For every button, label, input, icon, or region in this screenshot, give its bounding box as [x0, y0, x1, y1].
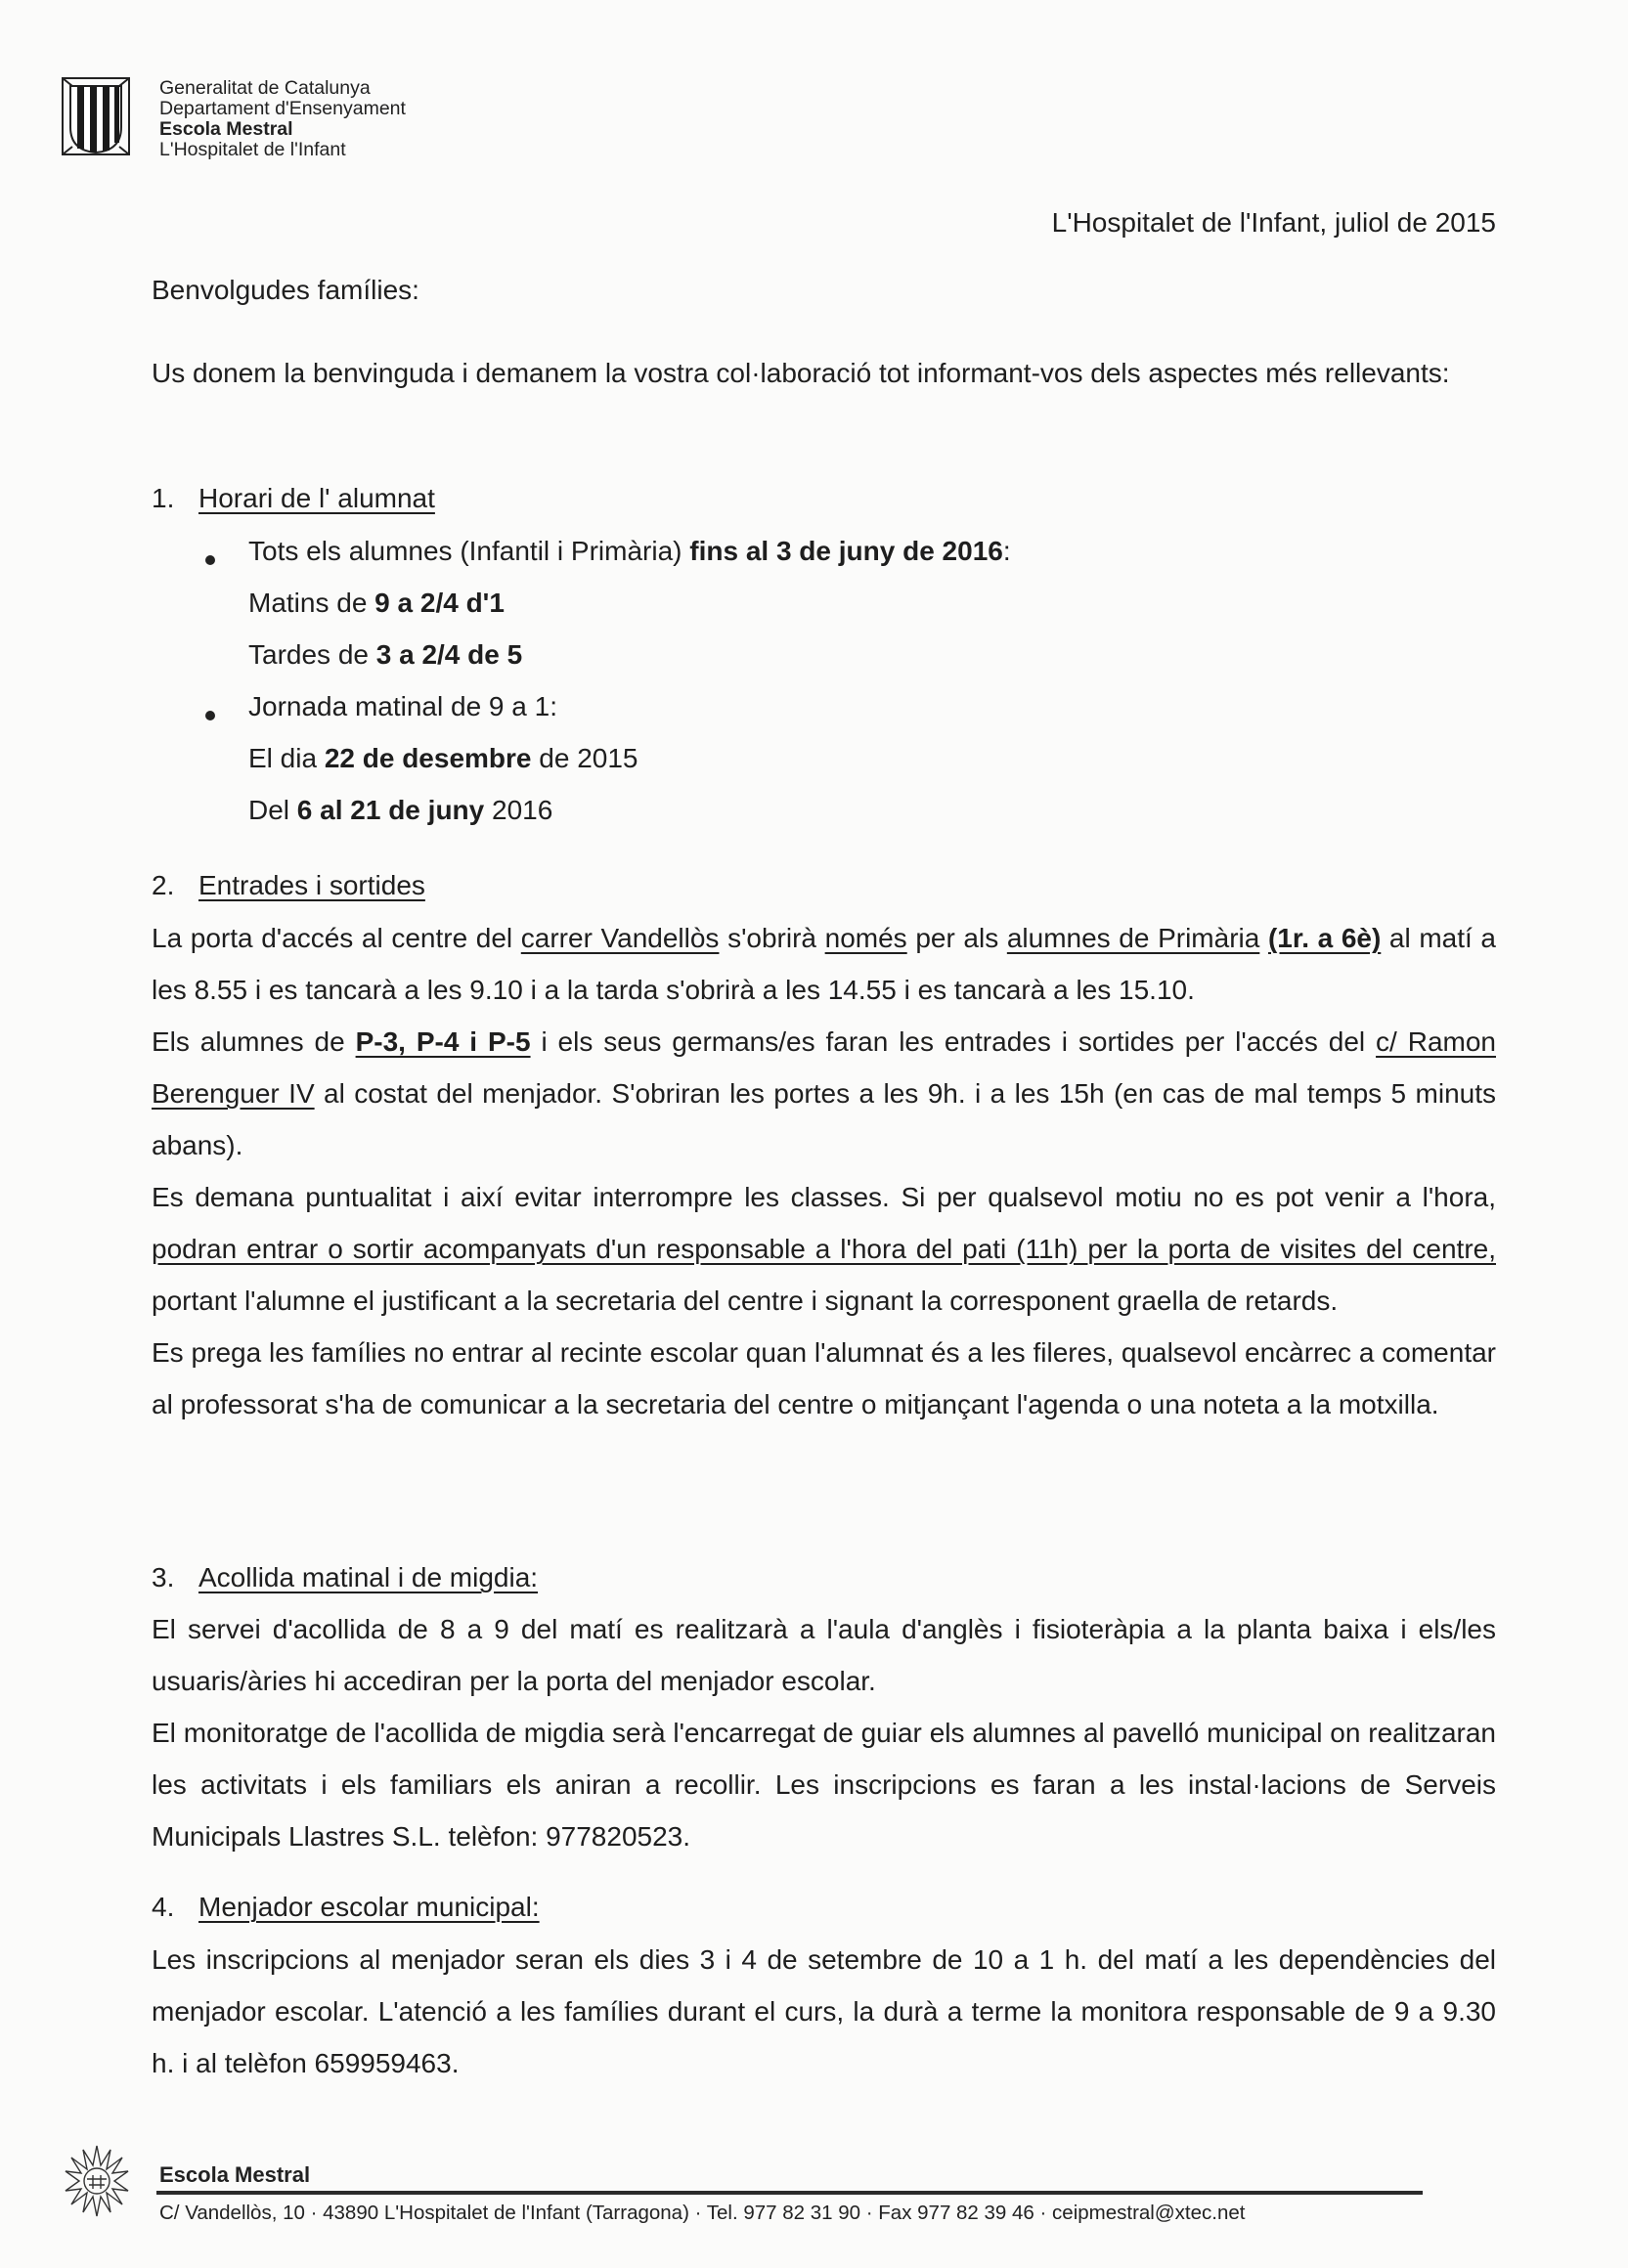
org-line: L'Hospitalet de l'Infant	[159, 139, 346, 160]
emphasis: podran entrar o sortir acompanyats d'un responsable a l'hora del pati (11h) per la porta de visites del centre,	[152, 1234, 1496, 1264]
text: Tots els alumnes (Infantil i Primària)	[248, 536, 690, 566]
schedule-line	[248, 639, 522, 671]
text: Tardes de	[248, 639, 376, 670]
emphasis: (1r. a 6è)	[1267, 923, 1382, 953]
text: per als	[906, 923, 1007, 953]
street-name: carrer Vandellòs	[520, 923, 720, 953]
section-4-body	[152, 1934, 1496, 2089]
text: :	[1002, 536, 1011, 566]
emphasis: 22 de desembre	[324, 743, 532, 773]
section-2-body	[152, 912, 1496, 1430]
emphasis: 3 a 2/4 de 5	[375, 639, 523, 670]
schedule-line	[248, 743, 638, 774]
section-2-heading	[152, 870, 425, 901]
paragraph	[152, 1171, 1496, 1327]
emphasis: P-3, P-4 i P-5	[355, 1026, 531, 1057]
text: portant l'alumne el justificant a la secretaria del centre i signant la corresponent graella de retards.	[152, 1286, 1339, 1316]
text: Del	[248, 795, 297, 825]
school-name: Escola Mestral	[159, 118, 293, 140]
intro-paragraph: Us donem la benvinguda i demanem la vostra col·laboració tot informant-vos dels aspectes més rellevants:	[152, 358, 1450, 388]
footer-contact: C/ Vandellòs, 10 · 43890 L'Hospitalet de l'Infant (Tarragona) · Tel. 977 82 31 90 · Fax 977 82 39 46 · ceipmestral@xtec.net	[159, 2202, 1246, 2224]
paragraph	[152, 1016, 1496, 1171]
emphasis: només	[824, 923, 907, 953]
schedule-line	[248, 588, 505, 619]
section-1-heading	[152, 483, 435, 514]
text: de 2015	[531, 743, 638, 773]
section-number: 2.	[152, 870, 175, 900]
emphasis: alumnes de Primària	[1006, 923, 1260, 953]
catalan-coat-of-arms-icon	[61, 76, 131, 156]
section-number: 4.	[152, 1892, 175, 1922]
footer-school-name: Escola Mestral	[159, 2162, 311, 2187]
text: La porta d'accés al centre del	[152, 923, 521, 953]
org-line: Generalitat de Catalunya	[159, 77, 371, 99]
greeting: Benvolgudes famílies:	[152, 275, 419, 305]
paragraph: El servei d'acollida de 8 a 9 del matí es realitzarà a l'aula d'anglès i fisioteràpia a la planta baixa i els/les usuaris/àries hi accediran per la porta del menjador escolar.	[152, 1614, 1496, 1696]
text: s'obrirà	[719, 923, 825, 953]
organization-block	[159, 78, 406, 160]
bullet-text: Jornada matinal de 9 a 1:	[248, 691, 557, 721]
section-title: Menjador escolar municipal:	[198, 1892, 540, 1922]
text: Matins de	[248, 588, 375, 618]
section-title: Horari de l' alumnat	[198, 483, 435, 513]
section-number: 1.	[152, 483, 175, 513]
org-line: Departament d'Ensenyament	[159, 98, 406, 119]
text: Es demana puntualitat i així evitar interrompre les classes. Si per qualsevol motiu no es pot venir a l'hora,	[152, 1182, 1496, 1212]
text: i els seus germans/es faran les entrades i sortides per l'accés del	[530, 1026, 1377, 1057]
text	[1259, 923, 1268, 953]
section-3-body	[152, 1603, 1496, 1862]
paragraph	[152, 912, 1496, 1016]
section-number: 3.	[152, 1562, 175, 1592]
paragraph: Es prega les famílies no entrar al recinte escolar quan l'alumnat és a les fileres, qualsevol encàrrec a comentar al professorat s'ha de comunicar a la secretaria del centre o mitjançant l'agenda o una noteta a la motxilla.	[152, 1337, 1496, 1419]
text: al matí a les 8.55 i es tancarà a les 9.10 i a la tarda s'obrirà a les 14.55 i es tancarà a les 15.10.	[152, 923, 1497, 1005]
street-name: c/ Ramon Berenguer IV	[152, 1026, 1496, 1109]
text: al costat del menjador. S'obriran les portes a les 9h. i a les 15h (en cas de mal temps 5 minuts abans).	[152, 1078, 1496, 1160]
section-4-heading	[152, 1892, 540, 1923]
bullet-icon	[205, 555, 215, 565]
emphasis: 6 al 21 de juny	[296, 795, 485, 825]
text: 2016	[484, 795, 553, 825]
paragraph: Les inscripcions al menjador seran els dies 3 i 4 de setembre de 10 a 1 h. del matí a les dependències del menjador escolar. L'atenció a les famílies durant el curs, la durà a terme la monitora responsable de 9 a 9.30 h. i al telèfon 659959463.	[152, 1944, 1496, 2078]
paragraph: El monitoratge de l'acollida de migdia serà l'encarregat de guiar els alumnes al pavelló municipal on realitzaran les activitats i els familiars els aniran a recollir. Les inscripcions es faran a les instal·lacions de Serveis Municipals Llastres S.L. telèfon: 977820523.	[152, 1718, 1496, 1852]
date-line: L'Hospitalet de l'Infant, juliol de 2015	[1051, 207, 1496, 238]
school-sun-emblem-icon	[64, 2144, 130, 2218]
text: El dia	[248, 743, 325, 773]
emphasis: 9 a 2/4 d'1	[374, 588, 505, 618]
text: Els alumnes de	[152, 1026, 356, 1057]
emphasis: fins al 3 de juny de 2016	[689, 536, 1003, 566]
bullet-icon	[205, 711, 215, 720]
section-title: Acollida matinal i de migdia:	[198, 1562, 539, 1592]
schedule-line	[248, 795, 552, 826]
bullet-text	[248, 536, 1011, 567]
section-3-heading	[152, 1562, 538, 1593]
footer-divider	[156, 2191, 1423, 2195]
section-title: Entrades i sortides	[198, 870, 425, 900]
